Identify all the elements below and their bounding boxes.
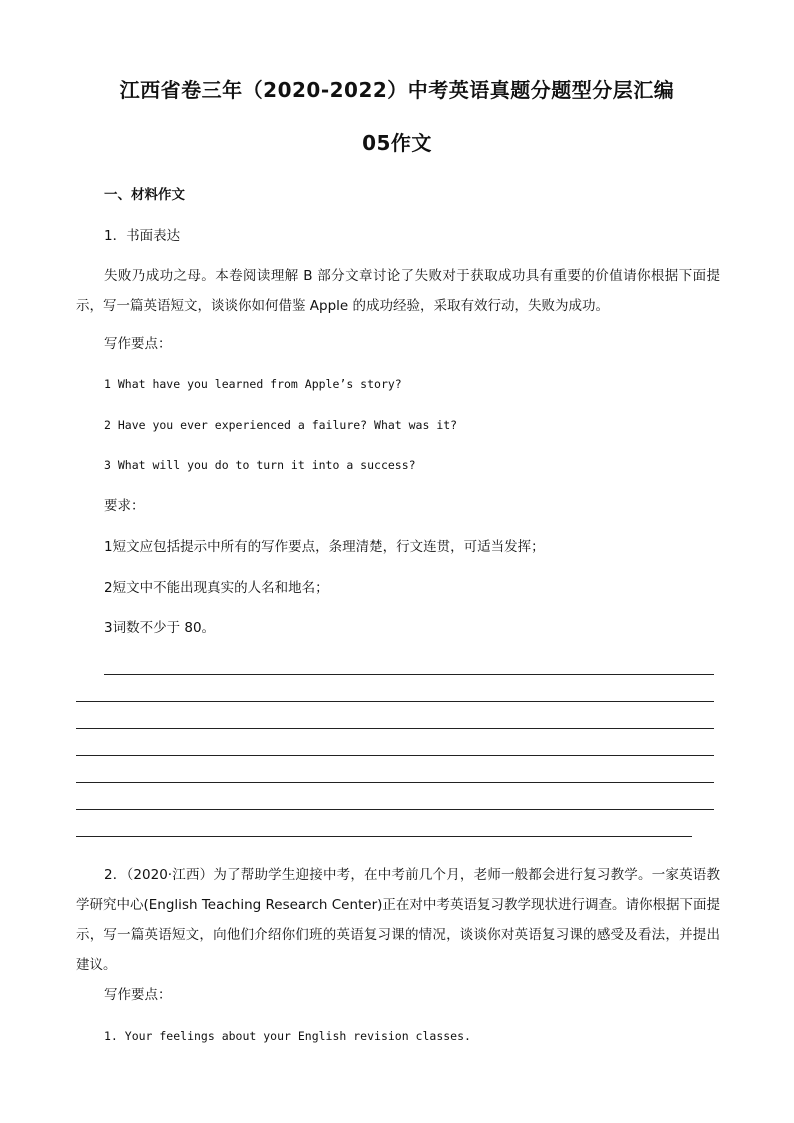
document-title: 江西省卷三年（2020-2022）中考英语真题分题型分层汇编 — [119, 78, 675, 102]
answer-line — [76, 755, 714, 756]
answer-line — [76, 701, 714, 702]
question-1-requirement-1: 1短文应包括提示中所有的写作要点，条理清楚，行文连贯，可适当发挥； — [104, 539, 545, 555]
question-1-points-label: 写作要点： — [104, 336, 172, 352]
question-2-prompt: 2．（2020·江西）为了帮助学生迎接中考，在中考前几个月，老师一般都会进行复习教学。一家英语教学研究中心(English Teaching Research Center)正在对中考英语复习教学现状进行调查。请你根据下面提示，写一篇英语短文，向他们介绍你们班的英语复习课的情况，谈谈你对英语复习课的感受及看法，并提出建议。 — [76, 867, 720, 973]
answer-line — [76, 836, 692, 837]
question-2-point-1: 1. Your feelings about your English revision classes. — [104, 1029, 471, 1043]
question-1-requirement-2: 2短文中不能出现真实的人名和地名； — [104, 580, 329, 596]
question-2-points-label: 写作要点： — [104, 987, 172, 1003]
answer-line — [76, 782, 714, 783]
question-1-point-2: 2 Have you ever experienced a failure? What was it? — [104, 418, 458, 432]
question-1-prompt: 失败乃成功之母。本卷阅读理解 B 部分文章讨论了失败对于获取成功具有重要的价值请你根据下面提示，写一篇英语短文，谈谈你如何借鉴 Apple 的成功经验，采取有效行动，失败为成功。 — [76, 268, 720, 314]
section-heading: 一、材料作文 — [104, 187, 185, 203]
question-1-requirements-label: 要求： — [104, 498, 145, 514]
answer-line — [76, 809, 714, 810]
question-1-label: 1．书面表达 — [104, 228, 181, 244]
document-subtitle: 05作文 — [362, 131, 432, 155]
question-1-point-3: 3 What will you do to turn it into a success? — [104, 458, 416, 472]
question-1-requirement-3: 3词数不少于 80。 — [104, 620, 216, 636]
answer-line — [104, 674, 714, 675]
answer-line — [76, 728, 714, 729]
question-1-point-1: 1 What have you learned from Apple’s story? — [104, 377, 402, 391]
